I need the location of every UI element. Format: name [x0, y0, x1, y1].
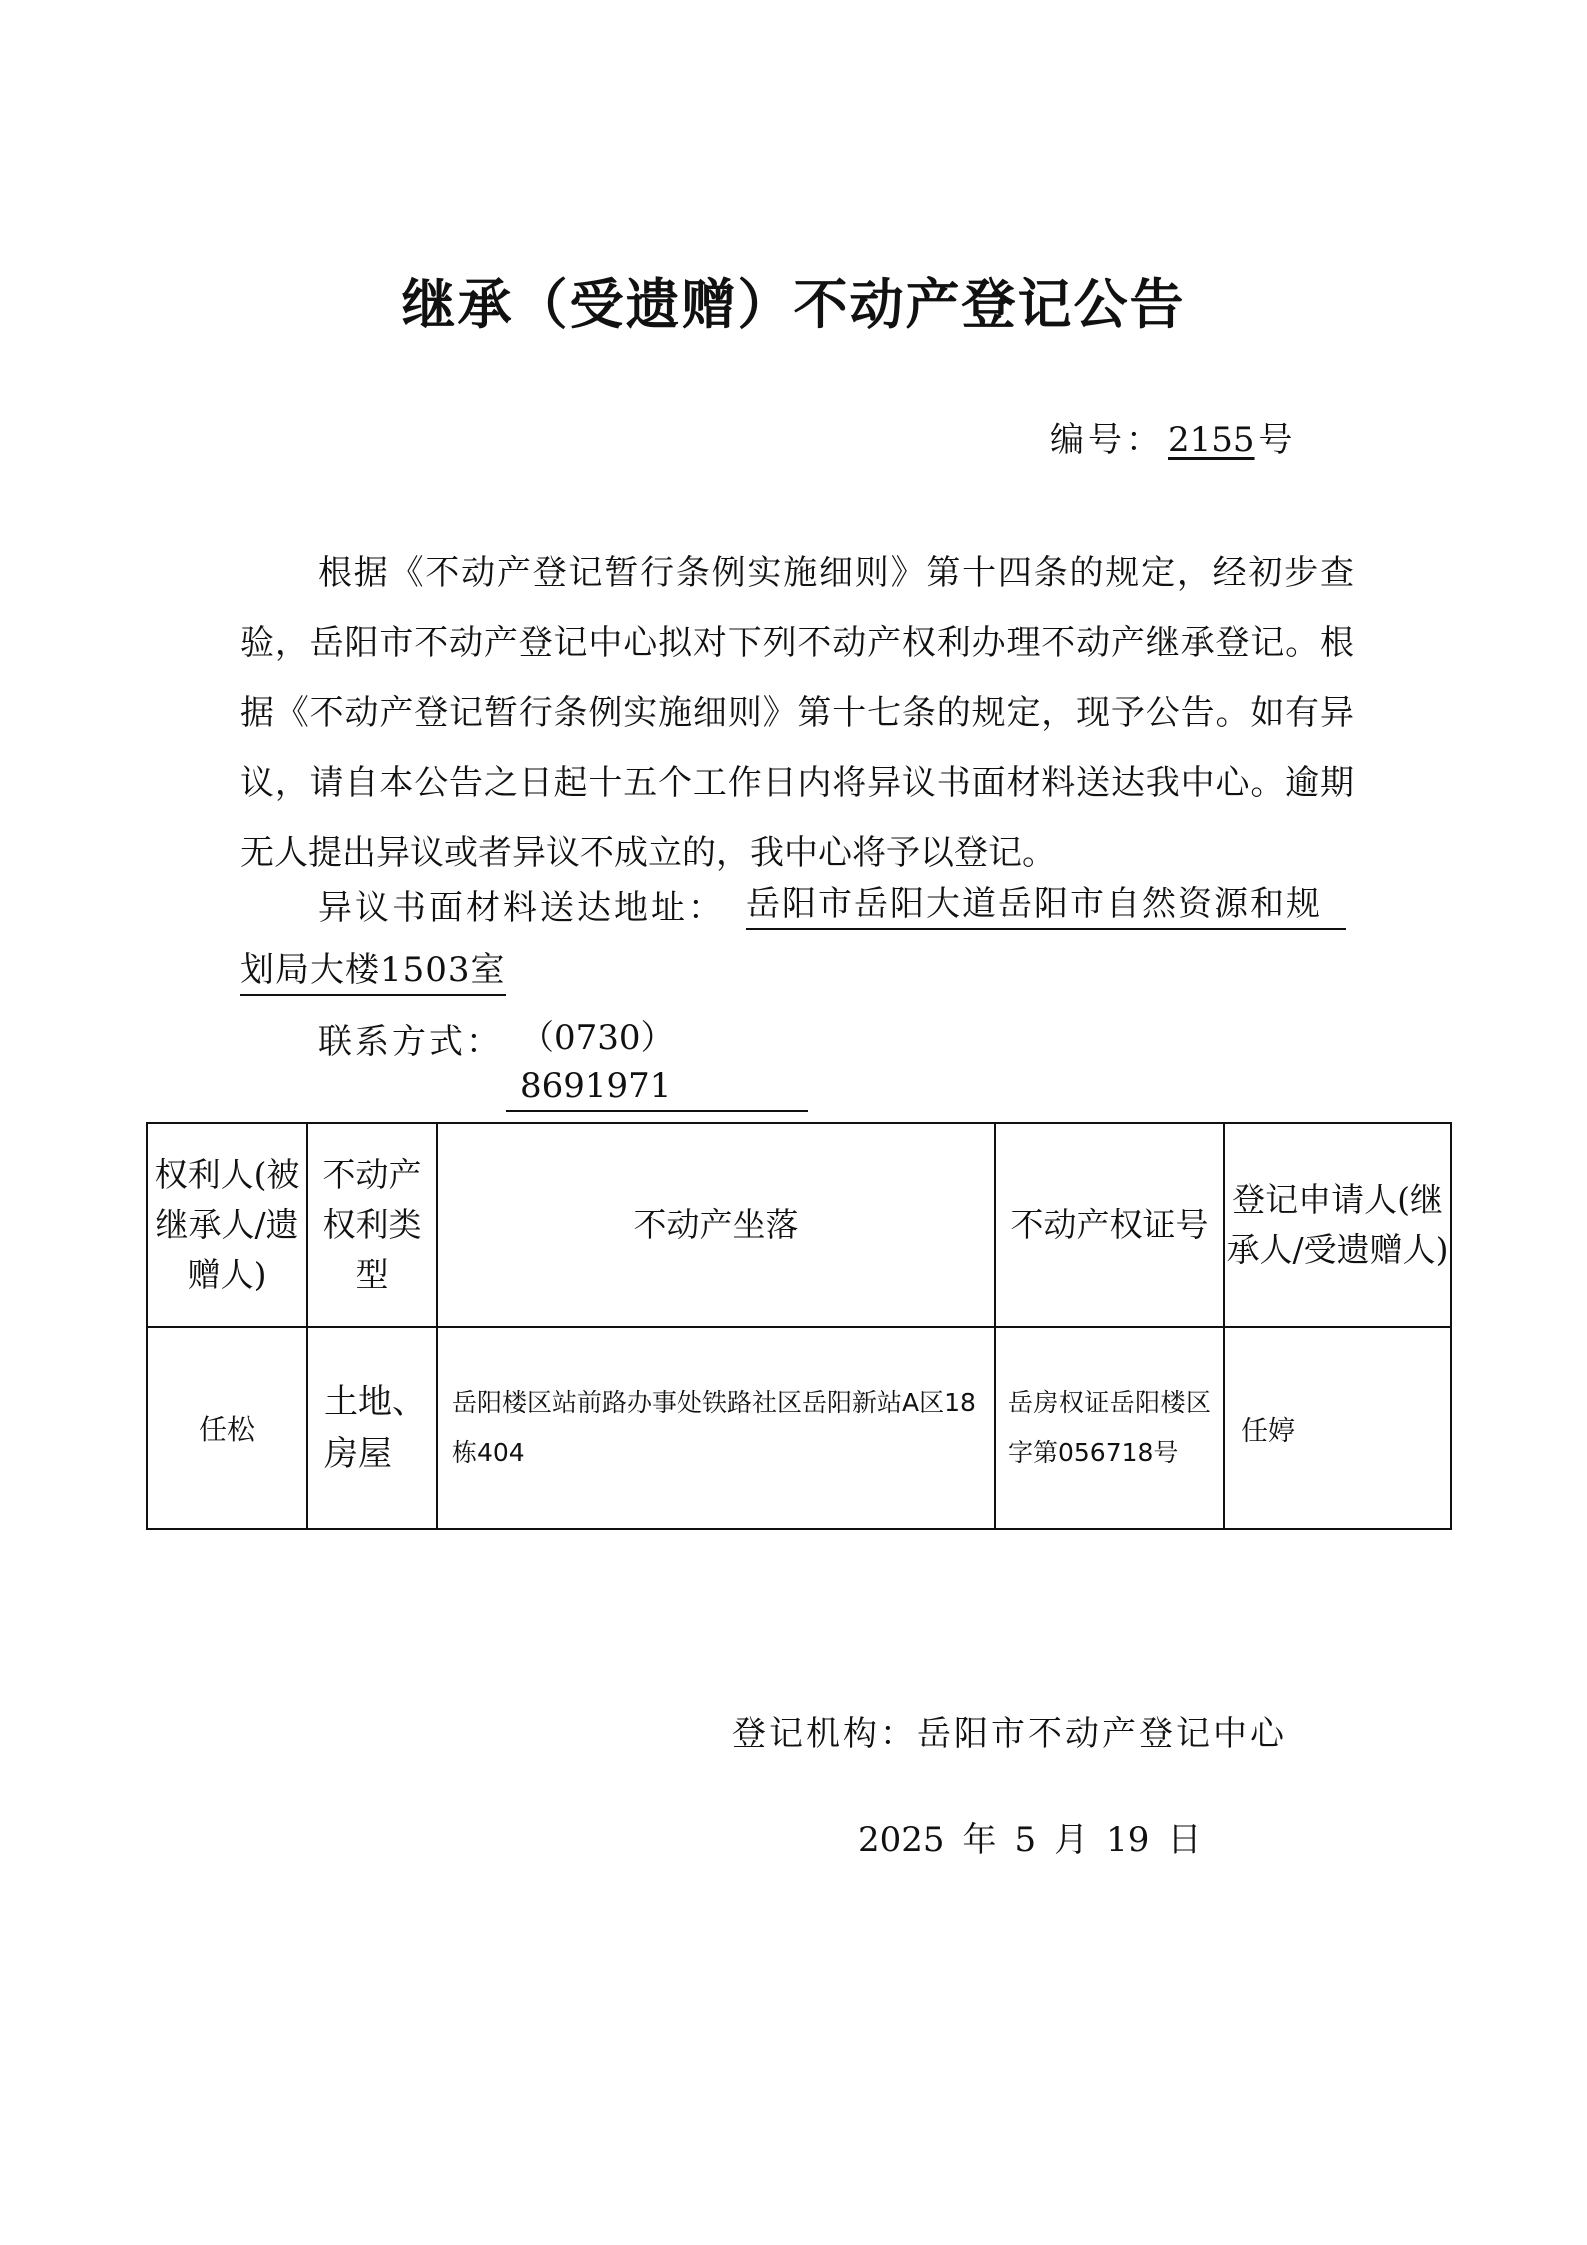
address-value-line2: 划局大楼1503室	[240, 946, 506, 996]
page-title: 继承（受遗赠）不动产登记公告	[401, 273, 1186, 336]
date-year-unit: 年	[962, 1820, 997, 1860]
contact-label: 联系方式：	[318, 1022, 503, 1062]
notice-number-label: 编号：	[1050, 420, 1164, 460]
address-label: 异议书面材料送达地址：	[318, 888, 725, 928]
address-value-line1: 岳阳市岳阳大道岳阳市自然资源和规	[746, 880, 1346, 930]
cell-certificate: 岳房权证岳阳楼区字第056718号	[995, 1327, 1224, 1529]
table-header-row	[147, 1123, 1451, 1327]
notice-number	[1050, 412, 1297, 461]
cell-location: 岳阳楼区站前路办事处铁路社区岳阳新站A区18栋404	[437, 1327, 995, 1529]
date-day-unit: 日	[1167, 1820, 1202, 1860]
date-month-unit: 月	[1054, 1820, 1089, 1860]
cell-applicant: 任婷	[1224, 1327, 1451, 1529]
header-right-type: 不动产权利类型	[307, 1123, 437, 1327]
header-applicant: 登记申请人(继承人/受遗赠人)	[1224, 1123, 1451, 1327]
notice-date	[858, 1812, 1219, 1861]
header-location: 不动产坐落	[437, 1123, 995, 1327]
contact-value: （0730）8691971	[506, 1014, 808, 1112]
cell-right-type: 土地、房屋	[307, 1327, 437, 1529]
header-certificate: 不动产权证号	[995, 1123, 1224, 1327]
header-owner: 权利人(被继承人/遗赠人)	[147, 1123, 307, 1327]
notice-number-value: 2155	[1168, 420, 1255, 460]
date-day: 19	[1106, 1820, 1150, 1860]
organization-value: 岳阳市不动产登记中心	[917, 1714, 1287, 1754]
cell-owner: 任松	[147, 1327, 307, 1529]
date-year: 2025	[858, 1820, 945, 1860]
property-table	[146, 1122, 1452, 1530]
organization-label: 登记机构：	[732, 1714, 917, 1754]
date-month: 5	[1014, 1820, 1037, 1860]
notice-number-suffix: 号	[1258, 420, 1297, 460]
notice-body: 根据《不动产登记暂行条例实施细则》第十四条的规定，经初步查验，岳阳市不动产登记中心拟对下列不动产权利办理不动产继承登记。根据《不动产登记暂行条例实施细则》第十七条的规定，现予公告。如有异议，请自本公告之日起十五个工作日内将异议书面材料送达我中心。逾期无人提出异议或者异议不成立的，我中心将予以登记。	[240, 553, 1354, 873]
registration-organization	[732, 1706, 1287, 1755]
table-row	[147, 1327, 1451, 1529]
